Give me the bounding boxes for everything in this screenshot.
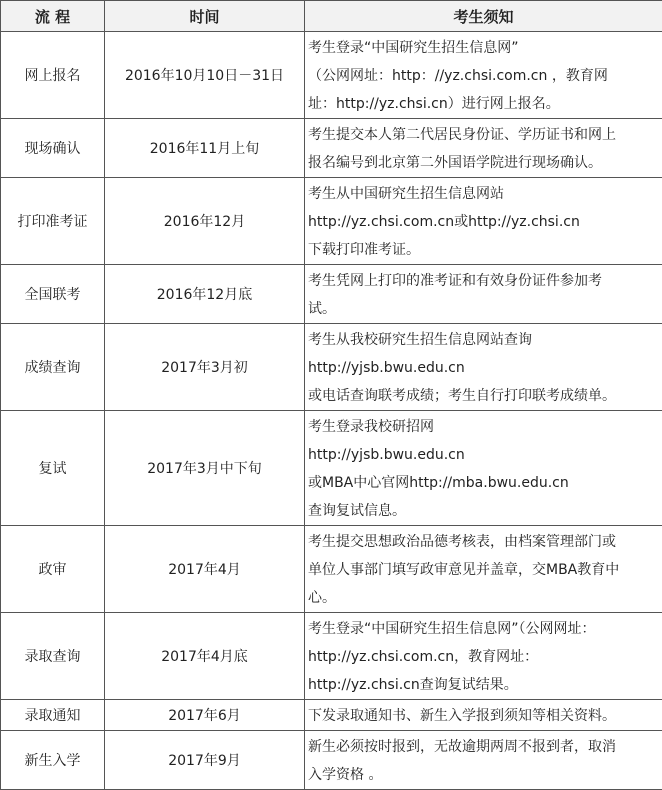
time-cell: 2017年9月	[105, 731, 305, 790]
notes-cell	[305, 178, 662, 265]
notes-cell	[305, 700, 662, 731]
table-row	[1, 613, 662, 700]
flow-cell: 复试	[1, 411, 105, 526]
notes-line: 或MBA中心官网http://mba.bwu.edu.cn	[308, 469, 659, 497]
table-row	[1, 411, 662, 526]
table-row	[1, 526, 662, 613]
time-cell: 2016年10月10日－31日	[105, 32, 305, 119]
notes-cell	[305, 411, 662, 526]
table-row	[1, 700, 662, 731]
table-row	[1, 178, 662, 265]
notes-cell	[305, 32, 662, 119]
time-cell: 2017年3月初	[105, 324, 305, 411]
notes-line: （公网网址：http：//yz.chsi.com.cn ，教育网	[308, 62, 659, 90]
flow-cell: 网上报名	[1, 32, 105, 119]
notes-cell	[305, 324, 662, 411]
notes-line: 址：http://yz.chsi.cn）进行网上报名。	[308, 90, 659, 118]
notes-line: http://yz.chsi.cn查询复试结果。	[308, 671, 659, 699]
notes-cell	[305, 119, 662, 178]
notes-line: 考生从我校研究生招生信息网站查询	[308, 326, 659, 354]
time-cell: 2017年3月中下旬	[105, 411, 305, 526]
notes-line: 入学资格 。	[308, 761, 659, 789]
flow-cell: 成绩查询	[1, 324, 105, 411]
time-cell: 2016年12月	[105, 178, 305, 265]
notes-line: 考生登录“中国研究生招生信息网”（公网网址：	[308, 615, 659, 643]
notes-line: 考生登录我校研招网	[308, 413, 659, 441]
flow-cell: 新生入学	[1, 731, 105, 790]
flow-cell: 全国联考	[1, 265, 105, 324]
notes-line: 试。	[308, 295, 659, 323]
table-row	[1, 119, 662, 178]
header-notes: 考生须知	[305, 1, 662, 32]
flow-cell: 打印准考证	[1, 178, 105, 265]
notes-line: 查询复试信息。	[308, 497, 659, 525]
header-time: 时间	[105, 1, 305, 32]
time-cell: 2017年4月	[105, 526, 305, 613]
flow-cell: 现场确认	[1, 119, 105, 178]
notes-cell	[305, 265, 662, 324]
table-row	[1, 265, 662, 324]
notes-line: 下发录取通知书、新生入学报到须知等相关资料。	[308, 702, 659, 730]
notes-line: http://yjsb.bwu.edu.cn	[308, 354, 659, 382]
notes-line: 考生凭网上打印的准考证和有效身份证件参加考	[308, 267, 659, 295]
notes-line: 单位人事部门填写政审意见并盖章，交MBA教育中	[308, 556, 659, 584]
notes-cell	[305, 613, 662, 700]
header-flow: 流 程	[1, 1, 105, 32]
notes-line: 下载打印准考证。	[308, 236, 659, 264]
table-row	[1, 324, 662, 411]
table-header-row	[1, 1, 662, 32]
notes-line: 心。	[308, 584, 659, 612]
notes-line: 或电话查询联考成绩；考生自行打印联考成绩单。	[308, 382, 659, 410]
time-cell: 2017年6月	[105, 700, 305, 731]
time-cell: 2016年12月底	[105, 265, 305, 324]
notes-line: 新生必须按时报到，无故逾期两周不报到者，取消	[308, 733, 659, 761]
time-cell: 2017年4月底	[105, 613, 305, 700]
notes-line: 考生提交思想政治品德考核表，由档案管理部门或	[308, 528, 659, 556]
table-row	[1, 731, 662, 790]
notes-line: http://yjsb.bwu.edu.cn	[308, 441, 659, 469]
notes-cell	[305, 731, 662, 790]
table-row	[1, 32, 662, 119]
notes-line: http://yz.chsi.com.cn，教育网址：	[308, 643, 659, 671]
notes-line: http://yz.chsi.com.cn或http://yz.chsi.cn	[308, 208, 659, 236]
flow-cell: 录取查询	[1, 613, 105, 700]
time-cell: 2016年11月上旬	[105, 119, 305, 178]
notes-cell	[305, 526, 662, 613]
flow-cell: 政审	[1, 526, 105, 613]
flow-cell: 录取通知	[1, 700, 105, 731]
notes-line: 考生登录“中国研究生招生信息网”	[308, 34, 659, 62]
notes-line: 考生从中国研究生招生信息网站	[308, 180, 659, 208]
notes-line: 考生提交本人第二代居民身份证、学历证书和网上	[308, 121, 659, 149]
notes-line: 报名编号到北京第二外国语学院进行现场确认。	[308, 149, 659, 177]
